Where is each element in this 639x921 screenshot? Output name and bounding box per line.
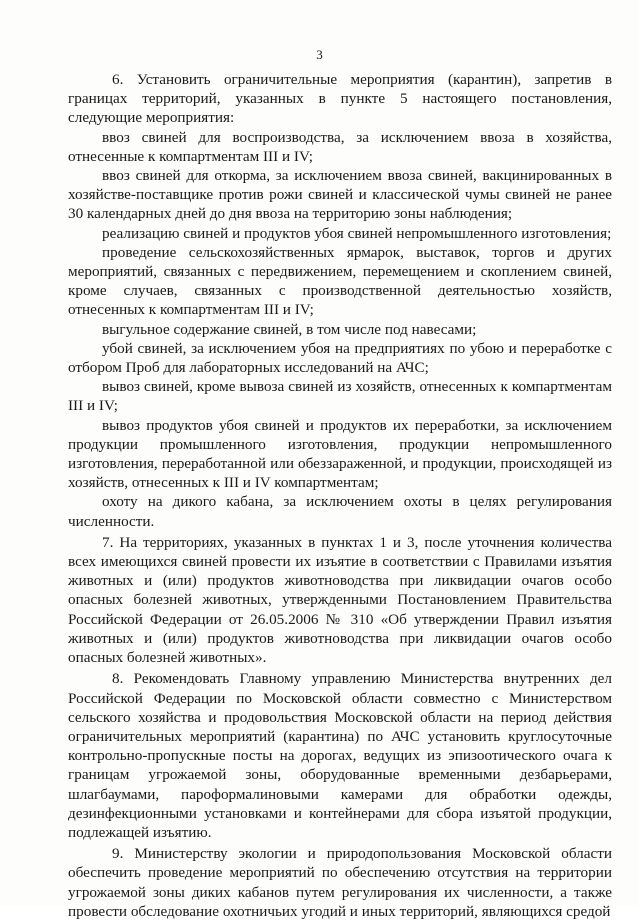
paragraph-7: 7. На территориях, указанных в пунктах 1 и 3, после уточнения количества всех имеющихся свиней провести их изъятие в соответствии с Правилами изъятия животных и (или) продуктов животноводства при ликвидации очагов особо опасных болезней животных, утвержденными Постановлением Правительства Российской Федерации от 26.05.2006 № 310 «Об утверждении Правил изъятия животных и (или) продуктов животноводства при ликвидации очагов особо опасных болезней животных». [68, 533, 612, 667]
paragraph-6-item-2: ввоз свиней для откорма, за исключением ввоза свиней, вакцинированных в хозяйстве-поставщике против рожи свиней и классической чумы свиней не ранее 30 календарных дней до дня ввоза на территорию зоны наблюдения; [68, 167, 612, 223]
paragraph-8: 8. Рекомендовать Главному управлению Министерства внутренних дел Российской Федерации по Московской области совместно с Министерством сельского хозяйства и продовольствия Московской области на период действия ограничительных мероприятий (карантина) по АЧС установить круглосуточные контрольно-пропускные посты на дорогах, ведущих из эпизоотического очага к границам угрожаемой зоны, оборудованные временными дезбарьерами, шлагбаумами, пароформалиновыми камерами для обработки одежды, дезинфекционными установками и контейнерами для сбора изъятой продукции, подлежащей изъятию. [68, 670, 612, 841]
paragraph-6: 6. Установить ограничительные мероприятия (карантин), запретив в границах территорий, указанных в пункте 5 настоящего постановления, следующие мероприятия: [68, 71, 612, 127]
document-body [68, 70, 612, 921]
page-number: 3 [316, 47, 323, 62]
paragraph-6-item-6: убой свиней, за исключением убоя на предприятиях по убою и переработке с отбором Проб для лабораторных исследований на АЧС; [68, 339, 612, 377]
paragraph-6-item-7: вывоз свиней, кроме вывоза свиней из хозяйств, отнесенных к компартментам III и IV; [68, 378, 612, 415]
paragraph-9: 9. Министерству экологии и природопользования Московской области обеспечить проведение мероприятий по обеспечению отсутствия на территории угрожаемой зоны диких кабанов путем регулирования их численности, а также провести обследование охотничьих угодий и иных территорий, являющихся средой [68, 845, 612, 920]
paragraph-6-item-1: ввоз свиней для воспроизводства, за исключением ввоза в хозяйства, отнесенные к компартментам III и IV; [68, 128, 612, 165]
paragraph-6-item-9: охоту на дикого кабана, за исключением охоты в целях регулирования численности. [68, 493, 612, 530]
paragraph-6-item-3: реализацию свиней и продуктов убоя свиней непромышленного изготовления; [102, 224, 612, 242]
paragraph-6-item-5: выгульное содержание свиней, в том числе под навесами; [102, 320, 477, 338]
paragraph-6-item-4: проведение сельскохозяйственных ярмарок, выставок, торгов и других мероприятий, связанных с передвижением, перемещением и скоплением свиней, кроме случаев, связанных с производственной деятельностью хозяйств, отнесенных к компартментам III и IV; [68, 243, 612, 319]
paragraph-6-item-8: вывоз продуктов убоя свиней и продуктов их переработки, за исключением продукции промышленного изготовления, продукции непромышленного изготовления, переработанной или обеззараженной, и продукции, происходящей из хозяйств, отнесенных к III и IV компартментам; [68, 416, 612, 492]
